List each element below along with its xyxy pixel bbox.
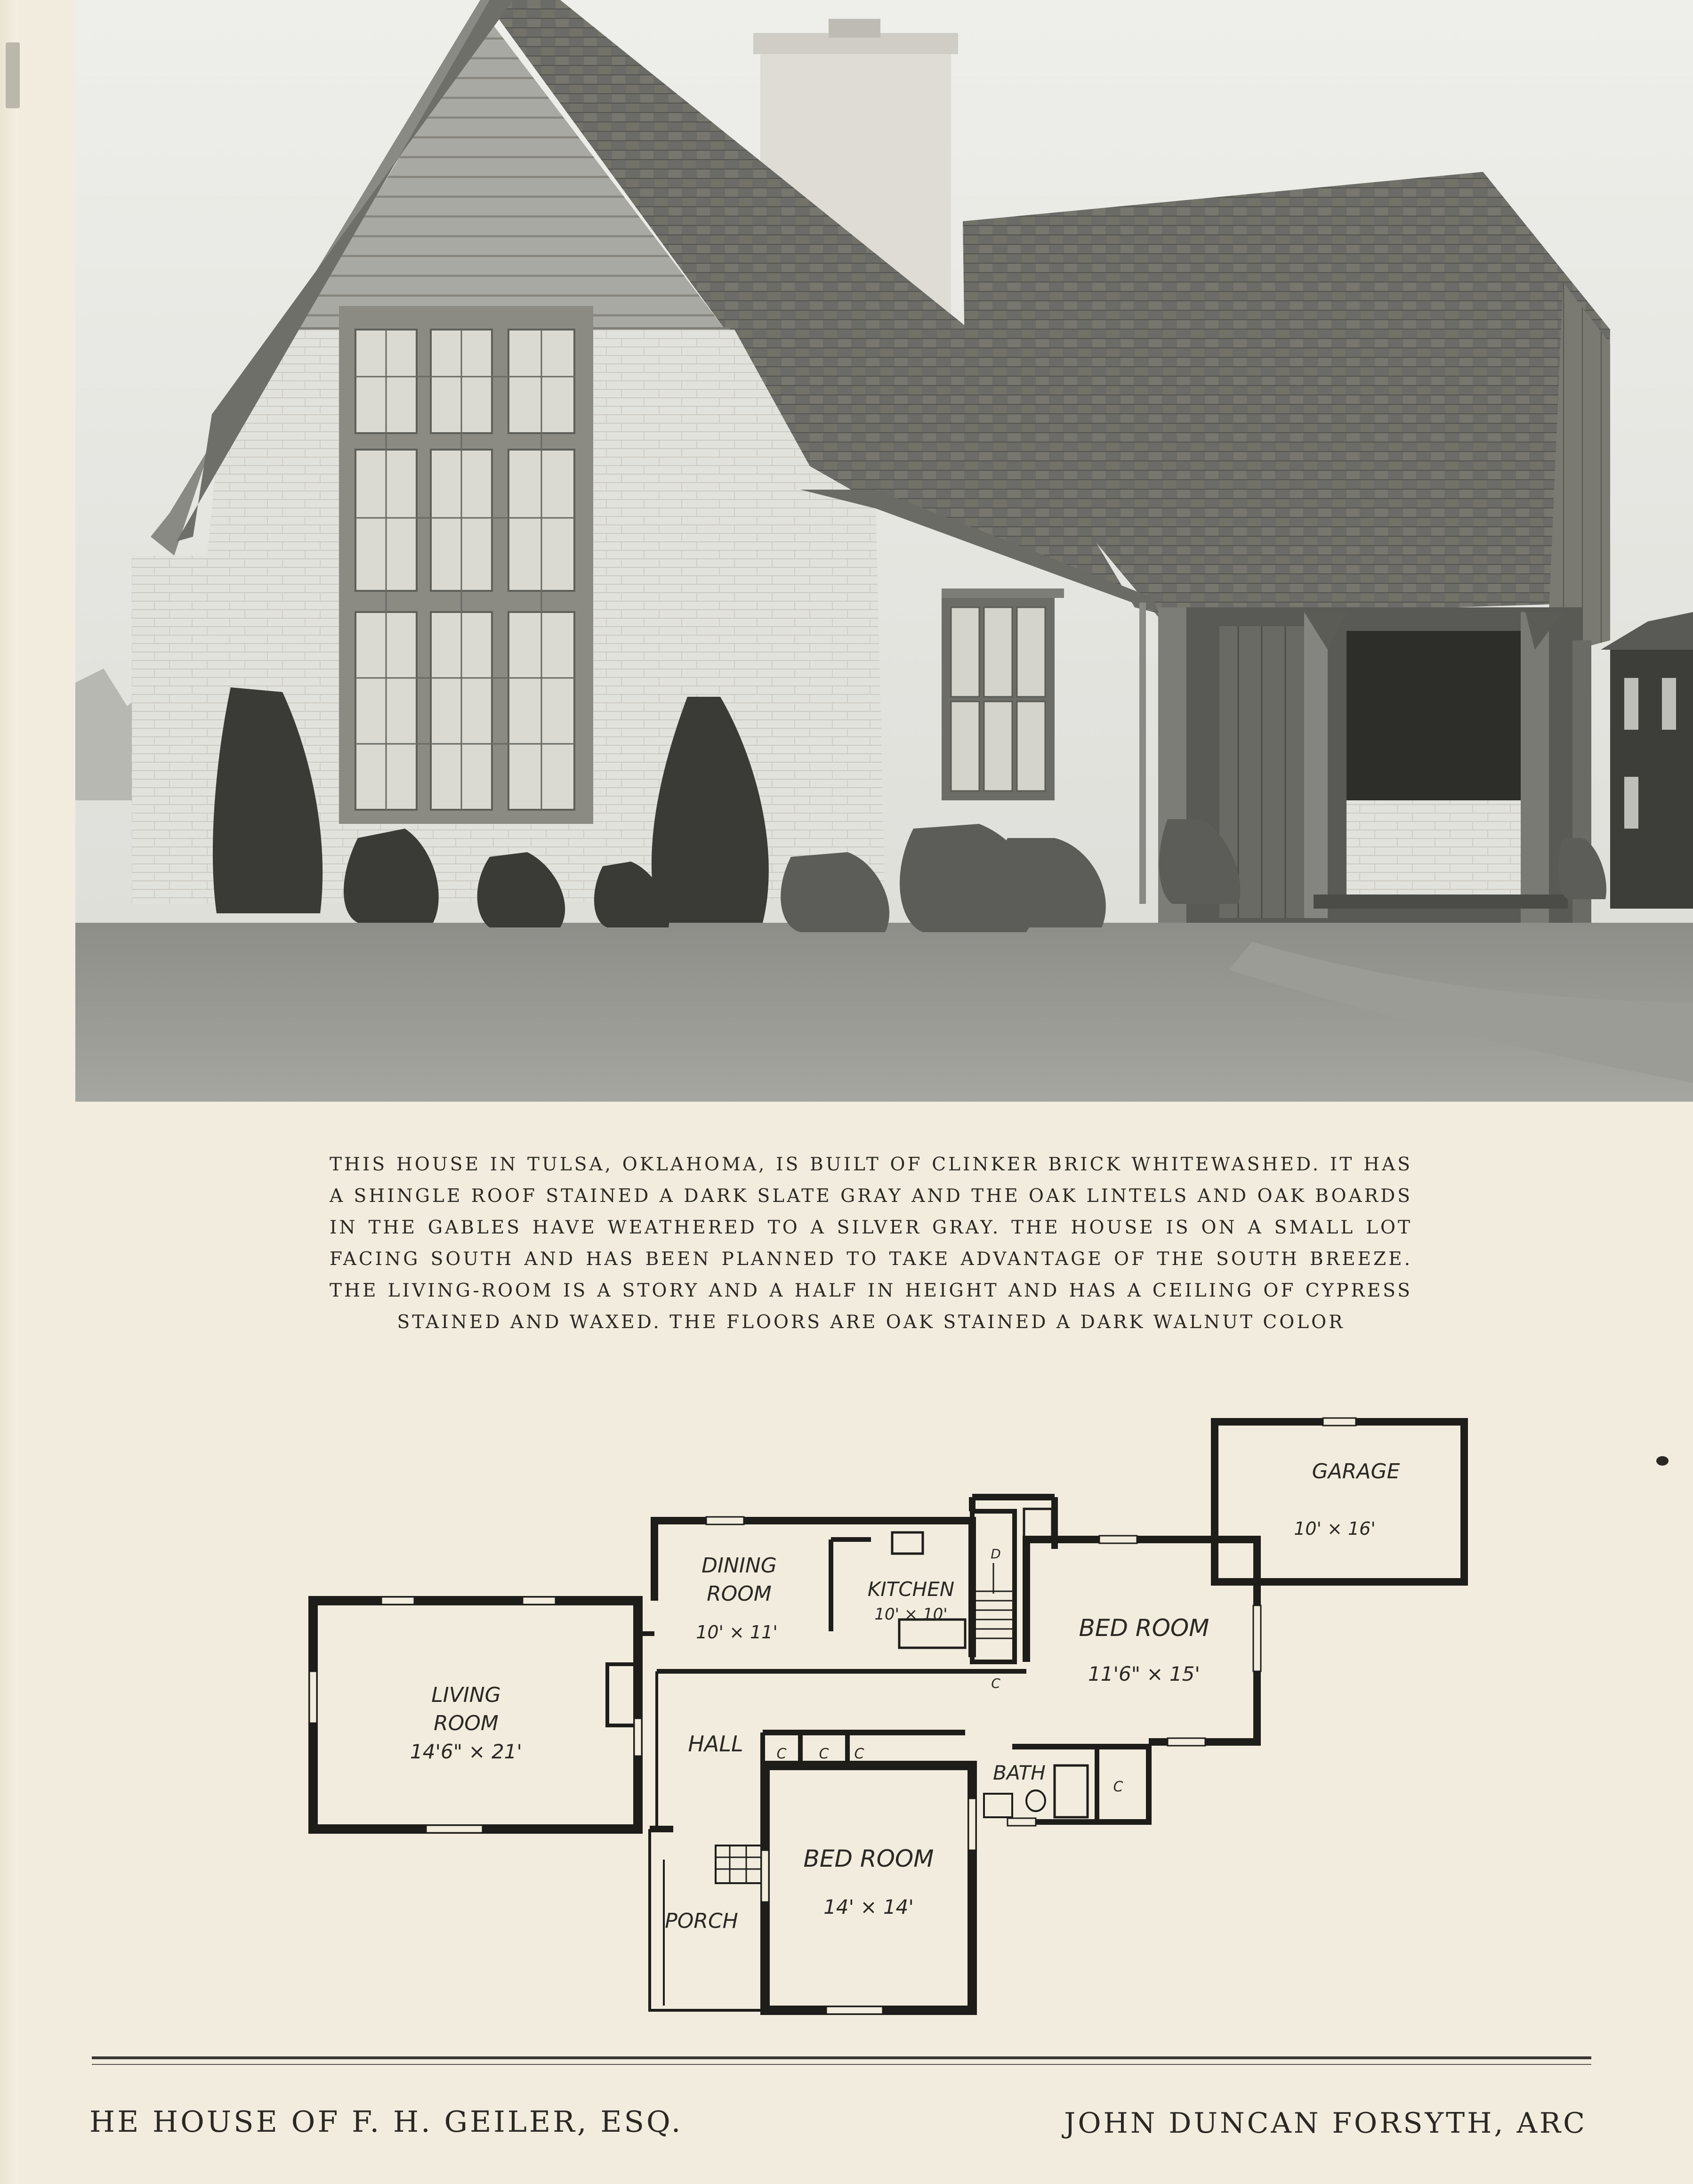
binder-tab-mark [6,42,20,108]
door-label: D [991,1546,1001,1562]
footer-rule [92,2056,1591,2059]
ink-speck [1656,1456,1669,1466]
kitchen-label: KITCHEN [867,1578,955,1601]
dining-room-label-1: DINING [701,1554,777,1578]
living-room-size: 14'6" × 21' [410,1740,522,1763]
bath-label: BATH [993,1761,1046,1784]
garage-label: GARAGE [1312,1459,1400,1483]
architect-credit: JOHN DUNCAN FORSYTH, ARC [1064,2107,1587,2140]
closet-label: C [991,1676,1000,1691]
hall-label: HALL [688,1731,743,1757]
description-caption: THIS HOUSE IN TULSA, OKLAHOMA, IS BUILT OF CLINKER BRICK WHITEWASHED. IT HAS A SHINGLE ROOF STAINED A DARK SLATE GRAY AND THE OAK LINTELS AND OAK BOARDS IN THE GABLES HAVE WEATHERED TO A SILVER GRAY. THE HOUSE IS ON A SMALL LOT FACING SOUTH AND HAS BEEN PLANNED TO TAKE ADVANTAGE OF THE SOUTH BREEZE. THE LIVING-ROOM IS A STORY AND A HALF IN HEIGHT AND HAS A CEILING OF CYPRESS STAINED AND WAXED. THE FLOORS ARE OAK STAINED A DARK WALNUT COLOR [330,1154,1412,1333]
living-room-label-1: LIVING [431,1683,501,1707]
living-room-label-2: ROOM [434,1711,499,1735]
bed-room-south-size: 14' × 14' [823,1895,914,1918]
closet-label: C [776,1746,787,1762]
closet-label: C [819,1746,829,1762]
footer-rule-thin [92,2064,1591,2065]
closet-label: C [854,1746,864,1762]
bed-room-south-label: BED ROOM [803,1845,934,1872]
floor-plan [292,1408,1497,2029]
garage-size: 10' × 16' [1294,1518,1376,1539]
bed-room-east-label: BED ROOM [1079,1614,1209,1642]
page-edge [0,0,18,2184]
kitchen-size: 10' × 10' [874,1605,948,1624]
house-photograph [75,0,1693,1102]
porch-label: PORCH [665,1909,738,1933]
house-owner-title: HE HOUSE OF F. H. GEILER, ESQ. [89,2104,683,2139]
bed-room-east-size: 11'6" × 15' [1088,1662,1200,1685]
dining-room-label-2: ROOM [707,1582,772,1606]
closet-label: C [1113,1779,1123,1795]
dining-room-size: 10' × 11' [696,1622,778,1643]
